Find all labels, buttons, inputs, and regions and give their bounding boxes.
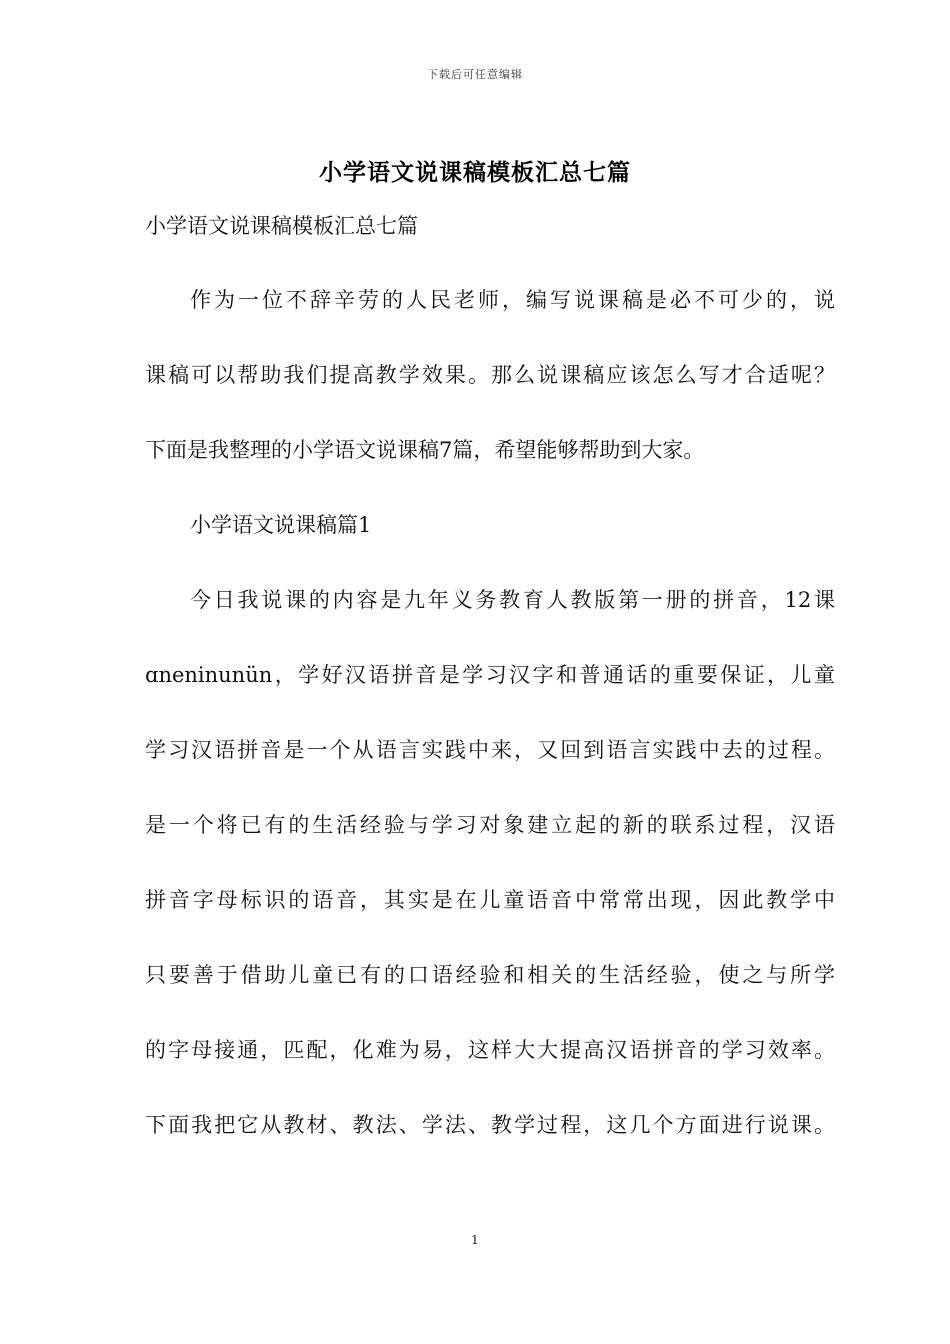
- paragraph-line: 下面我把它从教材、教法、学法、教学过程，这几个方面进行说课。: [145, 1113, 835, 1137]
- document-subtitle: 小学语文说课稿模板汇总七篇: [145, 214, 418, 238]
- paragraph-line: 拼音字母标识的语音，其实是在儿童语音中常常出现，因此教学中: [145, 888, 835, 912]
- document-title: 小学语文说课稿模板汇总七篇: [319, 159, 631, 186]
- paragraph-line: ɑneninunün，学好汉语拼音是学习汉字和普通话的重要保证，儿童: [145, 663, 835, 687]
- paragraph-line: 课稿可以帮助我们提高教学效果。那么说课稿应该怎么写才合适呢？: [145, 363, 835, 387]
- paragraph-line: 是一个将已有的生活经验与学习对象建立起的新的联系过程，汉语: [145, 813, 835, 837]
- page-number: 1: [471, 1233, 479, 1247]
- paragraph-line: 下面是我整理的小学语文说课稿7篇，希望能够帮助到大家。: [145, 438, 705, 462]
- paragraph-line: 的字母接通，匹配，化难为易，这样大大提高汉语拼音的学习效率。: [145, 1038, 835, 1062]
- paragraph-line: 学习汉语拼音是一个从语言实践中来，又回到语言实践中去的过程。: [145, 738, 835, 762]
- paragraph-line: 只要善于借助儿童已有的口语经验和相关的生活经验，使之与所学: [145, 963, 835, 987]
- paragraph-line: 今日我说课的内容是九年义务教育人教版第一册的拼音，12课: [190, 588, 835, 612]
- paragraph-line: 作为一位不辞辛劳的人民老师，编写说课稿是必不可少的，说: [190, 288, 835, 312]
- section-heading: 小学语文说课稿篇1: [190, 513, 372, 537]
- page-header-note: 下载后可任意编辑: [427, 68, 523, 81]
